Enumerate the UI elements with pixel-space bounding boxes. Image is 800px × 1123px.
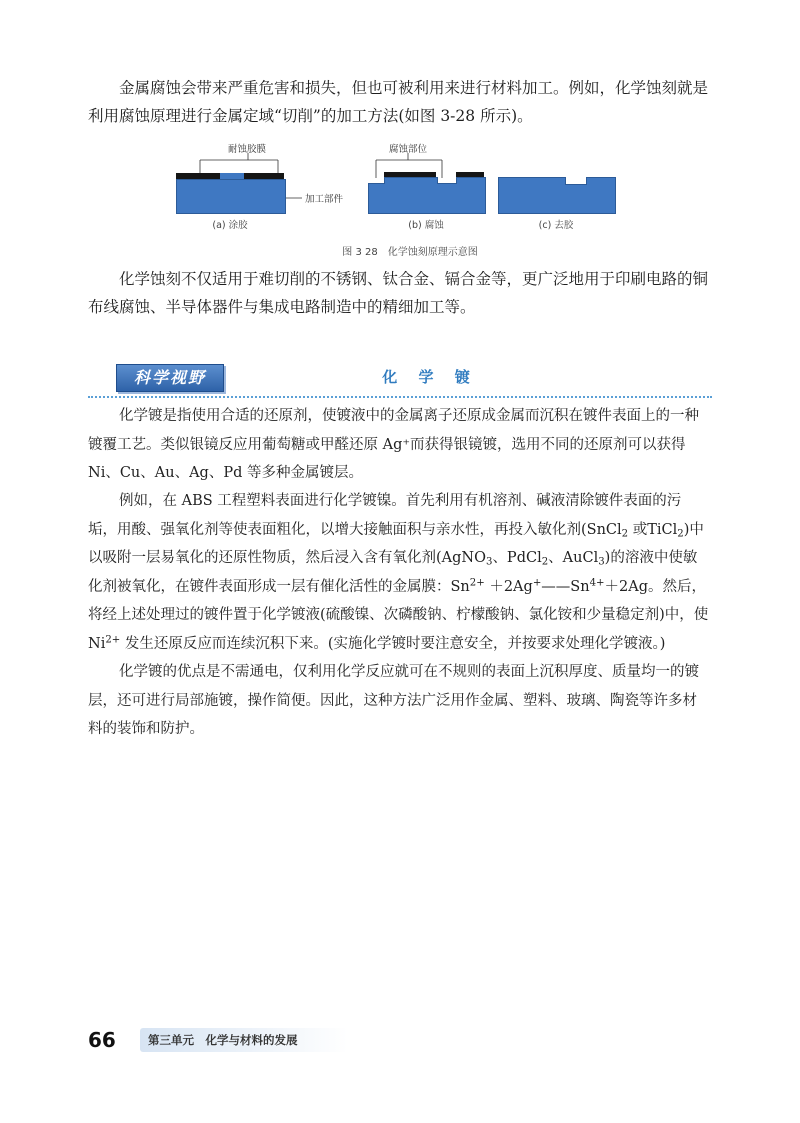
- advantages-paragraph: 化学镀的优点是不需通电，仅利用化学反应就可在不规则的表面上沉积厚度、质量均一的镀层，还可进行局部施镀，操作简便。因此，这种方法广泛用作金属、塑料、玻璃、陶瓷等许多材料的装饰和防护。: [88, 664, 699, 737]
- page-number: 66: [88, 1028, 116, 1052]
- resist-film-b: [384, 172, 436, 177]
- workpiece-b: [368, 183, 486, 214]
- callout-corroded: 腐蚀部位: [389, 144, 428, 155]
- unit-label: 第三单元 化学与材料的发展: [140, 1028, 348, 1052]
- abs-plating-paragraph: 例如，在 ABS 工程塑料表面进行化学镀镍。首先利用有机溶剂、碱液清除镀件表面的污垢，用酸、强氧化剂等使表面粗化，以增大接触面积与亲水性，再投入敏化剂(SnCl$_2$ 或TiCl$_2$)中以吸附一层易氧化的还原性物质，然后浸入含有氧化剂(AgNO$_3$、PdCl$_2$、AuCl$_3$)的溶液中使敏化剂被氧化，在镀件表面形成一层有催化活性的金属膜：$Sn^{2+}$ $+2Ag^+——Sn^{4+}+2Ag$。然后，将经上述处理过的镀件置于化学镀液(硫酸镍、次磷酸钠、柠檬酸钠、氯化铵和少量稳定剂)中，使 $Ni^{2+}$ 发生还原反应而连续沉积下来。(实施化学镀时要注意安全，并按要求处理化学镀液。): [88, 493, 709, 652]
- intro-paragraph: 金属腐蚀会带来严重危害和损失，但也可被利用来进行材料加工。例如，化学蚀刻就是利用腐蚀原理进行金属定域“切削”的加工方法(如图 3-28 所示)。: [88, 79, 709, 125]
- dotted-divider: [88, 396, 712, 398]
- electroless-definition-paragraph: 化学镀是指使用合适的还原剂，使镀液中的金属离子还原成金属而沉积在镀件表面上的一种镀覆工艺。类似银镜反应用葡萄糖或甲醛还原 Ag⁺而获得银镜镀，选用不同的还原剂可以获得 Ni、Cu、Au、Ag、Pd 等多种金属镀层。: [88, 408, 699, 481]
- etching-applications-paragraph: 化学蚀刻不仅适用于难切削的不锈钢、钛合金、镉合金等，更广泛地用于印刷电路的铜布线腐蚀、半导体器件与集成电路制造中的精细加工等。: [88, 270, 709, 316]
- panel-a-label: (a) 涂胶: [212, 220, 248, 231]
- figure-caption: 图 3 28 化学蚀刻原理示意图: [342, 247, 478, 258]
- callout-resist-film: 耐蚀胶膜: [228, 144, 267, 155]
- science-vision-tag: 科学视野: [116, 364, 224, 392]
- workpiece-a: [176, 179, 286, 214]
- workpiece-c: [498, 184, 616, 214]
- panel-c-label: (c) 去胶: [538, 220, 574, 231]
- panel-b-label: (b) 腐蚀: [408, 220, 444, 231]
- callout-workpiece: 加工部件: [305, 194, 344, 205]
- section-title: 化 学 镀: [382, 368, 478, 386]
